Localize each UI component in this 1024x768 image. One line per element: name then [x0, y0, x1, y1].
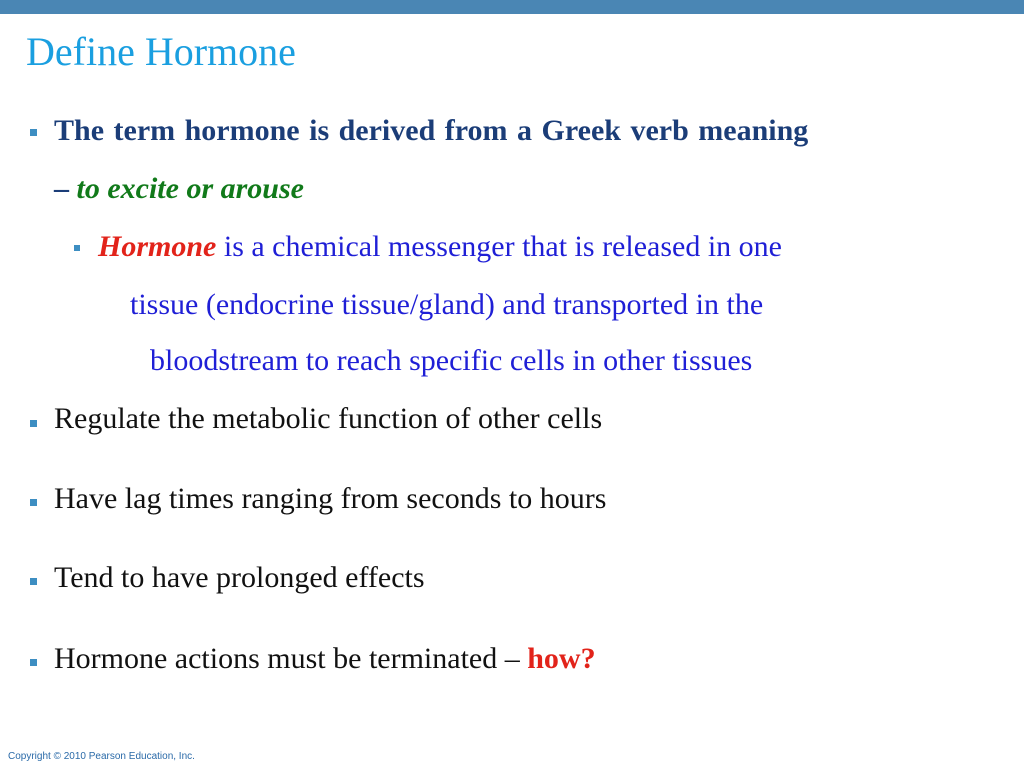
- sub-bullet-line-2: tissue (endocrine tissue/gland) and transported in the: [130, 288, 764, 321]
- top-accent-bar: [0, 0, 1024, 14]
- bullet-1-emphasis: to excite or arouse: [76, 172, 304, 205]
- sub-bullet-line-1: [98, 229, 782, 265]
- sub-bullet-line-3: bloodstream to reach specific cells in other tissues: [150, 344, 753, 377]
- bullet-2: Regulate the metabolic function of other cells: [54, 402, 603, 435]
- bullet-1-line-2: [54, 171, 304, 207]
- bullet-5: [54, 641, 596, 677]
- bullet-3: Have lag times ranging from seconds to hours: [54, 482, 607, 515]
- bullet-1-line-1: The term hormone is derived from a Greek verb meaning: [54, 114, 809, 147]
- bullet-5-text: Hormone actions must be terminated –: [54, 642, 528, 675]
- sub-bullet-definition: is a chemical messenger that is released in one: [216, 230, 782, 263]
- bullet-4: Tend to have prolonged effects: [54, 561, 425, 594]
- bullet-marker-icon: [30, 659, 37, 666]
- bullet-marker-icon: [30, 499, 37, 506]
- bullet-1-dash: –: [54, 172, 77, 205]
- sub-bullet-marker-icon: [74, 245, 80, 251]
- bullet-marker-icon: [30, 129, 37, 136]
- bullet-5-emphasis: how?: [527, 642, 596, 675]
- bullet-marker-icon: [30, 420, 37, 427]
- copyright-footer: Copyright © 2010 Pearson Education, Inc.: [8, 751, 195, 762]
- sub-bullet-term: Hormone: [98, 230, 217, 263]
- slide-title: Define Hormone: [26, 29, 296, 74]
- bullet-marker-icon: [30, 578, 37, 585]
